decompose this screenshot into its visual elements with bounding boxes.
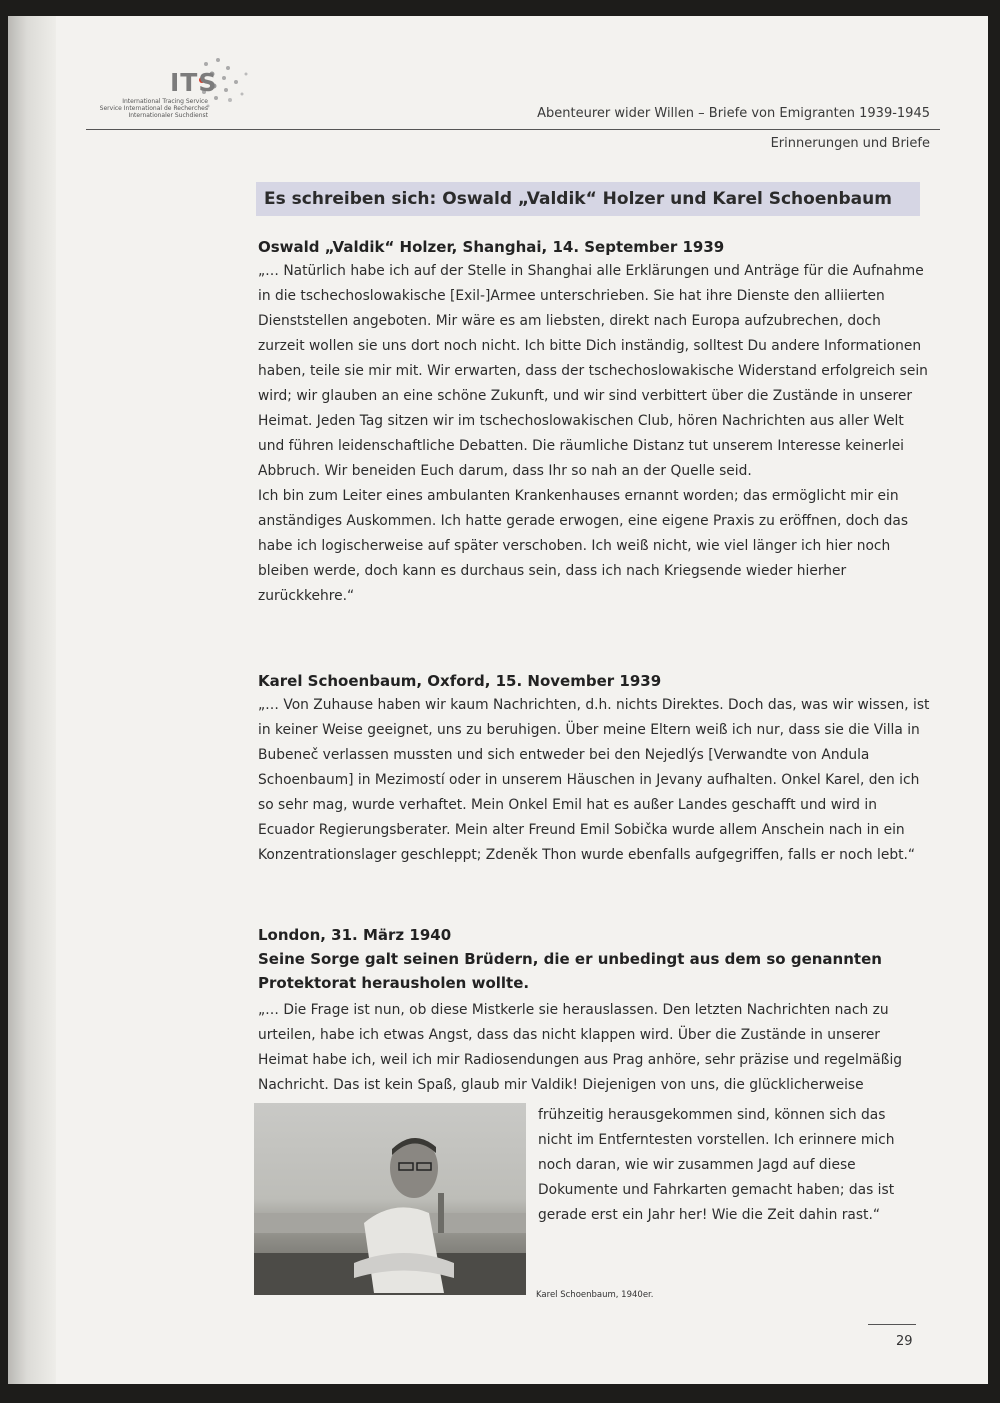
running-header-section: Erinnerungen und Briefe: [770, 136, 930, 151]
letter-schoenbaum-oxford: [258, 672, 930, 868]
header-divider: [86, 129, 940, 130]
portrait-photo: [254, 1103, 526, 1295]
letter-holzer: [258, 238, 930, 609]
its-logo: [78, 56, 278, 126]
document-page: [8, 16, 988, 1384]
running-header-title: Abenteurer wider Willen – Briefe von Emigranten 1939-1945: [537, 106, 930, 121]
letter-paragraph: „… Von Zuhause haben wir kaum Nachrichten, d.h. nichts Direktes. Doch das, was wir wissen, ist in keiner Weise geeignet, uns zu beruhigen. Über meine Eltern weiß ich nur, dass sie die Villa in Bubeneč verlassen mussten und sich entweder bei den Nejedlýs [Verwandte von Andula Schoenbaum] in Mezimostí oder in unserem Häuschen in Jevany aufhalten. Onkel Karel, den ich so sehr mag, wurde verhaftet. Mein Onkel Emil hat es außer Landes geschafft und wird in Ecuador Regierungsberater. Mein alter Freund Emil Sobička wurde allem Anschein nach in ein Konzentrationslager geschleppt; Zdeněk Thon wurde ebenfalls aufgegriffen, falls er noch lebt.“: [258, 697, 930, 863]
logo-subtitle: [78, 98, 208, 119]
logo-line: Internationaler Suchdienst: [128, 112, 208, 119]
logo-line: International Tracing Service: [122, 98, 208, 105]
section-banner: [256, 182, 920, 216]
letter-subheading: Seine Sorge galt seinen Brüdern, die er unbedingt aus dem so genannten Protektorat herausholen wollte.: [258, 950, 882, 992]
section-title: Es schreiben sich: Oswald „Valdik“ Holzer und Karel Schoenbaum: [264, 189, 892, 209]
page-spine-shadow: [8, 16, 56, 1384]
logo-line: Service International de Recherches: [99, 105, 208, 112]
photo-caption: Karel Schoenbaum, 1940er.: [536, 1290, 654, 1300]
letter-continuation: frühzeitig herausgekommen sind, können sich das nicht im Entferntesten vorstellen. Ich erinnere mich noch daran, wie wir zusammen Jagd auf diese Dokumente und Fahrkarten gemacht haben; das ist gerade erst ein Jahr her! Wie die Zeit dahin rast.“: [538, 1107, 895, 1223]
letter-paragraph: „… Natürlich habe ich auf der Stelle in Shanghai alle Erklärungen und Anträge für die Aufnahme in die tschechoslowakische [Exil-]Armee unterschrieben. Sie hat ihre Dienste den alliierten Dienststellen angeboten. Mir wäre es am liebsten, direkt nach Europa aufzubrechen, doch zurzeit wollen sie uns dort noch nicht. Ich bitte Dich inständig, solltest Du andere Informationen haben, teile sie mir mit. Wir erwarten, dass der tschechoslowakische Widerstand erfolgreich sein wird; wir glauben an eine schöne Zukunft, und wir sind verbittert über die Zustände in unserer Heimat. Jeden Tag sitzen wir im tschechoslowakischen Club, hören Nachrichten aus aller Welt und führen leidenschaftliche Debatten. Die räumliche Distanz tut unserem Interesse keinerlei Abbruch. Wir beneiden Euch darum, dass Ihr so nah an der Quelle seid.: [258, 263, 928, 479]
letter-paragraph: Ich bin zum Leiter eines ambulanten Krankenhauses ernannt worden; das ermöglicht mir ein anständiges Auskommen. Ich hatte gerade erwogen, eine eigene Praxis zu eröffnen, doch das habe ich logischerweise auf später verschoben. Ich weiß nicht, wie viel länger ich hier noch bleiben werde, doch kann es durchaus sein, dass ich nach Kriegsende wieder hierher zurückkehre.“: [258, 488, 909, 604]
letter-heading: London, 31. März 1940: [258, 926, 452, 944]
page-number-rule: [868, 1324, 916, 1325]
page-number: 29: [896, 1334, 913, 1349]
letter-schoenbaum-london: [258, 926, 930, 1098]
logo-mark: ITS: [170, 68, 218, 97]
letter-heading: Oswald „Valdik“ Holzer, Shanghai, 14. September 1939: [258, 238, 725, 256]
letter-heading: Karel Schoenbaum, Oxford, 15. November 1939: [258, 672, 662, 690]
letter-paragraph: „… Die Frage ist nun, ob diese Mistkerle sie herauslassen. Den letzten Nachrichten nach zu urteilen, habe ich etwas Angst, dass das nicht klappen wird. Über die Zustände in unserer Heimat habe ich, weil ich mir Radiosendungen aus Prag anhöre, sehr präzise und regelmäßig Nachricht. Das ist kein Spaß, glaub mir Valdik! Diejenigen von uns, die glücklicherweise: [258, 1002, 903, 1093]
portrait-figure-icon: [254, 1103, 526, 1295]
